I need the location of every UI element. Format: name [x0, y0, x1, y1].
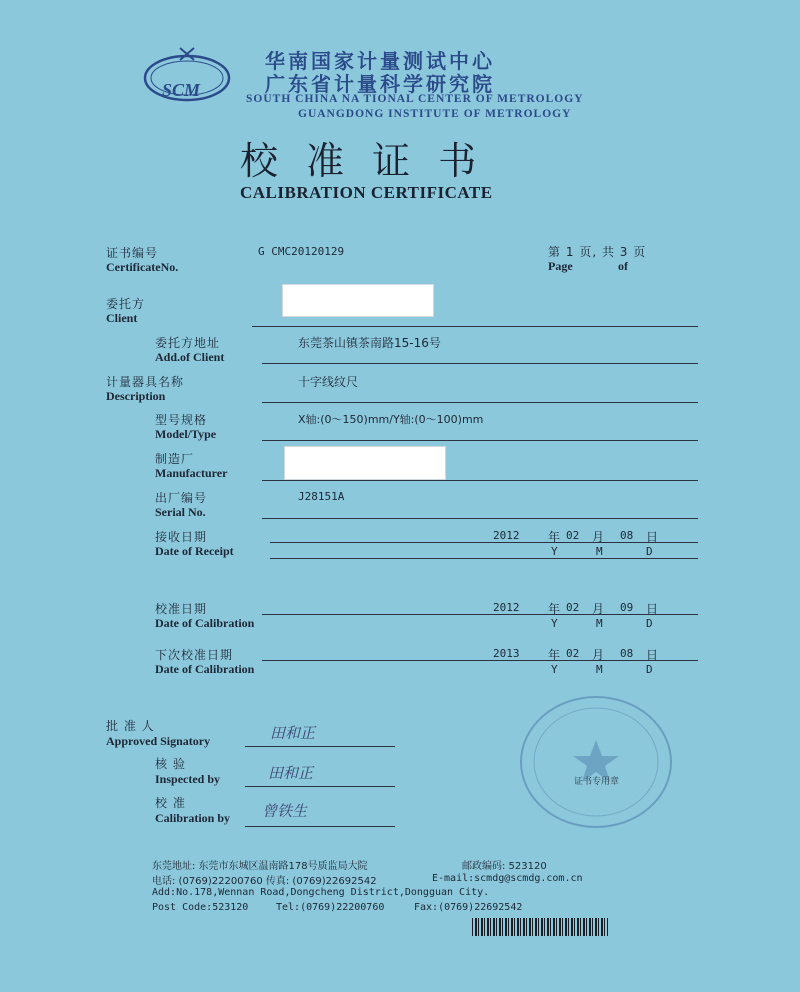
description-label-en: Description: [106, 389, 166, 403]
address-value: 东莞茶山镇茶南路15-16号: [298, 336, 441, 350]
next-m: M: [596, 663, 603, 676]
calibrated-by-label-en: Calibration by: [155, 811, 231, 825]
calibration-day-unit: 日: [646, 602, 660, 616]
model-label-cn: 型号规格: [155, 413, 208, 427]
calibration-y: Y: [551, 617, 558, 630]
serial-label-cn: 出厂编号: [155, 491, 208, 505]
receipt-line-2: [270, 558, 698, 559]
inspected-label-en: Inspected by: [155, 772, 221, 786]
cert-no-label-cn: 证书编号: [106, 246, 159, 260]
footer-address-cn: 东莞地址: 东莞市东城区温南路178号质监局大院: [152, 861, 368, 872]
page-label-1: 第: [548, 245, 562, 259]
calibration-date-label-cn: 校准日期: [155, 602, 208, 616]
page-num: 1: [565, 245, 575, 259]
calibrated-by-line: [245, 826, 395, 827]
next-date-line: [262, 660, 698, 661]
receipt-m: M: [596, 545, 603, 558]
client-label-cn: 委托方: [106, 297, 146, 311]
stamp-star-icon: [522, 698, 670, 826]
client-label-en: Client: [106, 311, 138, 325]
serial-value: J28151A: [298, 490, 345, 503]
footer-tel-en: Tel:(0769)22200760: [276, 902, 385, 913]
calibration-year: 2012: [493, 601, 520, 614]
receipt-y: Y: [551, 545, 558, 558]
description-line: [262, 402, 698, 403]
manufacturer-label-en: Manufacturer: [155, 466, 228, 480]
approved-signature: 田和正: [270, 724, 316, 742]
org-name-en-1: SOUTH CHINA NA TIONAL CENTER OF METROLOGY: [246, 93, 584, 105]
receipt-year: 2012: [493, 529, 520, 542]
stamp-label: 证书专用章: [574, 777, 620, 787]
inspected-signature: 田和正: [268, 764, 314, 782]
next-d: D: [646, 663, 653, 676]
footer-address-en: Add:No.178,Wennan Road,Dongcheng District,Dongguan City.: [152, 887, 490, 898]
logo-text: SCM: [162, 80, 201, 100]
next-day: 08: [620, 647, 634, 660]
receipt-day-unit: 日: [646, 530, 660, 544]
approved-line: [245, 746, 395, 747]
footer-postcode-en: Post Code:523120: [152, 902, 249, 913]
next-month-unit: 月: [592, 648, 606, 662]
next-date-label-en: Date of Calibration: [155, 662, 255, 676]
manufacturer-label-cn: 制造厂: [155, 452, 195, 466]
footer-fax-en: Fax:(0769)22692542: [414, 902, 523, 913]
page-en-label: Page: [548, 259, 573, 273]
page-indicator: [548, 243, 646, 260]
footer-email: E-mail:scmdg@scmdg.com.cn: [432, 873, 583, 884]
page-label-3: 页: [633, 245, 647, 259]
approved-label-cn: 批 准 人: [106, 719, 155, 733]
address-line: [262, 363, 698, 364]
inspected-line: [245, 786, 395, 787]
model-line: [262, 440, 698, 441]
calibration-month-unit: 月: [592, 602, 606, 616]
address-label-en: Add.of Client: [155, 350, 225, 364]
receipt-month-unit: 月: [592, 530, 606, 544]
inspected-label-cn: 核 验: [155, 757, 186, 771]
title-cn: 校 准 证 书: [240, 139, 485, 183]
page-label-2: 页, 共: [579, 245, 615, 259]
calibrated-by-label-cn: 校 准: [155, 796, 186, 810]
calibration-year-unit: 年: [548, 602, 562, 616]
model-label-en: Model/Type: [155, 427, 217, 441]
receipt-label-cn: 接收日期: [155, 530, 208, 544]
client-redacted: [282, 284, 434, 317]
next-y: Y: [551, 663, 558, 676]
manufacturer-redacted: [284, 446, 446, 480]
address-label-cn: 委托方地址: [155, 336, 221, 350]
calibration-d: D: [646, 617, 653, 630]
client-line: [252, 326, 698, 327]
page-total: 3: [619, 245, 629, 259]
receipt-line: [270, 542, 698, 543]
receipt-year-unit: 年: [548, 530, 562, 544]
serial-line: [262, 518, 698, 519]
receipt-label-en: Date of Receipt: [155, 544, 234, 558]
model-value: X轴:(0～150)mm/Y轴:(0～100)mm: [298, 413, 484, 426]
next-date-label-cn: 下次校准日期: [155, 648, 234, 662]
receipt-day: 08: [620, 529, 634, 542]
next-year-unit: 年: [548, 648, 562, 662]
footer-tel-cn: 电话: (0769)22200760 传真: (0769)22692542: [152, 876, 377, 887]
calibration-month: 02: [566, 601, 580, 614]
next-day-unit: 日: [646, 648, 660, 662]
org-name-en-2: GUANGDONG INSTITUTE OF METROLOGY: [298, 108, 572, 120]
barcode: [472, 918, 608, 936]
footer-postcode-cn: 邮政编码: 523120: [462, 861, 547, 872]
next-month: 02: [566, 647, 580, 660]
receipt-d: D: [646, 545, 653, 558]
org-name-cn-2: 广东省计量科学研究院: [265, 72, 495, 96]
scm-logo: [140, 42, 235, 112]
description-value: 十字线纹尺: [298, 375, 359, 389]
cert-no-label-en: CertificateNo.: [106, 260, 179, 274]
approved-label-en: Approved Signatory: [106, 734, 211, 748]
title-en: CALIBRATION CERTIFICATE: [240, 183, 493, 202]
description-label-cn: 计量器具名称: [106, 375, 185, 389]
manufacturer-line: [262, 480, 698, 481]
cert-no-value: G CMC20120129: [258, 245, 345, 258]
official-stamp: [520, 696, 672, 828]
serial-label-en: Serial No.: [155, 505, 206, 519]
receipt-month: 02: [566, 529, 580, 542]
page-of-label: of: [618, 259, 628, 273]
calibration-date-line: [262, 614, 698, 615]
calibration-date-label-en: Date of Calibration: [155, 616, 255, 630]
org-name-cn-1: 华南国家计量测试中心: [265, 49, 495, 73]
next-year: 2013: [493, 647, 520, 660]
calibration-m: M: [596, 617, 603, 630]
calibrated-by-signature: 曾铁生: [262, 802, 308, 820]
calibration-day: 09: [620, 601, 634, 614]
